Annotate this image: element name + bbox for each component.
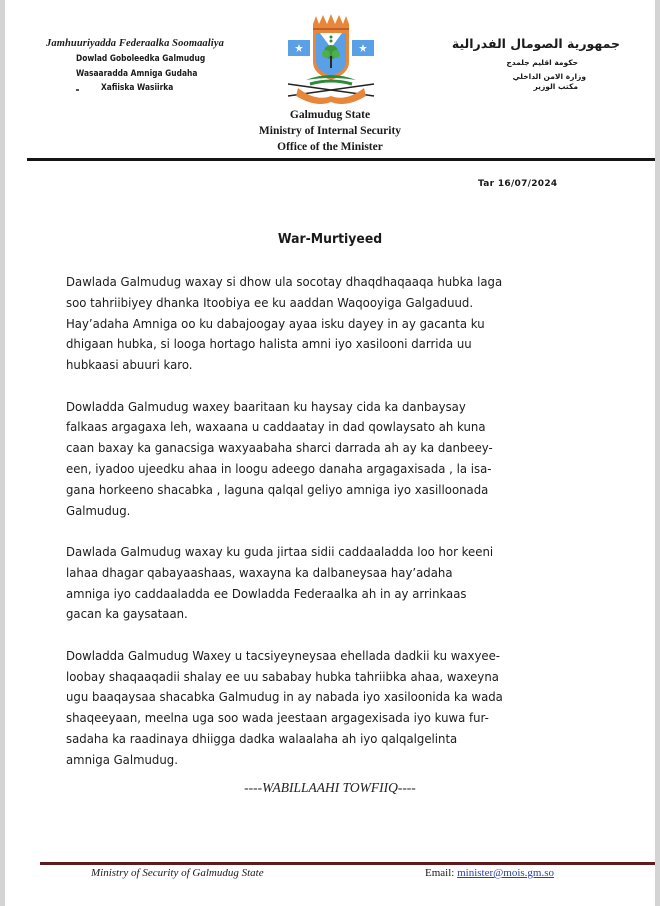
- text-line: lahaa dhagar qabayaashaas, waxayna ka dalbaneysaa hay’adaha: [66, 564, 453, 580]
- org-state-name: Galmudug State: [289, 109, 371, 121]
- letterhead-republic-arabic: جمهورية الصومال الفدرالية: [451, 36, 620, 51]
- letterhead-republic-somali: Jamhuuriyadda Federaalka Soomaaliya: [46, 38, 224, 49]
- paragraph-1: [66, 272, 606, 376]
- letterhead-office-somali: Xafiiska Wasiirka: [101, 83, 174, 93]
- page-edge-right: [655, 0, 660, 906]
- text-line: Galmudug.: [66, 502, 131, 518]
- org-ministry-name: Ministry of Internal Security: [258, 125, 402, 137]
- letterhead-office-arabic: مكتب الوزير: [533, 82, 578, 91]
- letterhead-state-arabic: حكومة اقليم جلمدج: [506, 58, 578, 67]
- text-line: falkaas argagaxa leh, waxaana u caddaatay in dad qowlaysato ah kuna: [66, 419, 486, 435]
- text-line: soo tahriibiyey dhanka Itoobiya ee ku aaddan Waqooyiga Galgaduud.: [66, 294, 474, 310]
- paragraph-2: [66, 397, 606, 522]
- letterhead-state-somali: Dowlad Goboleedka Galmudug: [76, 54, 206, 64]
- text-line: een, iyadoo ujeedku ahaa in loogu adeego danaha argagaxisada , la isa-: [66, 460, 492, 476]
- org-office-name: Office of the Minister: [277, 141, 383, 153]
- paragraph-3: [66, 542, 606, 625]
- footer-divider: [40, 862, 655, 865]
- text-line: amniga Galmudug.: [66, 751, 178, 767]
- coat-of-arms-icon: [286, 10, 376, 105]
- footer-contact: [425, 867, 554, 879]
- text-line: gana horkeeno shacabka , laguna qalqal geliyo amniga iyo xasilloonada: [66, 481, 489, 497]
- stray-mark: [76, 89, 79, 91]
- document-title: War-Murtiyeed: [277, 231, 383, 247]
- text-line: shaqeeyaan, meelna uga soo wada jeestaan argagexisada iyo kuwa fur-: [66, 710, 489, 726]
- footer-ministry: Ministry of Security of Galmudug State: [91, 867, 264, 879]
- text-line: ugu baaqaysaa shacabka Galmudug in ay nabada iyo xasiloonida ka wada: [66, 689, 503, 705]
- text-line: loobay shaqaaqadii shalay ee uu sababay hubka tahriibka ahaa, waxeyna: [66, 668, 499, 684]
- header-divider: [27, 158, 655, 161]
- closing-phrase: ----WABILLAAHI TOWFIIQ----: [244, 780, 416, 795]
- letterhead-english: [200, 107, 460, 155]
- text-line: Dowladda Galmudug Waxey u tacsiyeyneysaa ehellada dadkii ku waxyee-: [66, 647, 501, 663]
- text-line: amniga iyo caddaaladda ee Dowladda Federaalka ah in ay arrinkaas: [66, 585, 467, 601]
- letterhead-ministry-arabic: وزارة الامن الداخلي: [512, 72, 586, 81]
- text-line: Dowladda Galmudug waxey baaritaan ku haysay cida ka danbaysay: [66, 398, 466, 414]
- text-line: sadaha ka raadinaya dhiigga dadka walaalaha ah iyo qalqalgelinta: [66, 730, 458, 746]
- page-edge-left: [0, 0, 5, 906]
- text-line: caan baxay ka ganacsiga waxyaabaha sharci darrada ah ay ka danbeey-: [66, 440, 493, 456]
- letterhead-arabic: [428, 36, 628, 91]
- document-date: Tar 16/07/2024: [478, 179, 558, 189]
- text-line: dhigaan hubka, si looga hortago halista amni iyo xasilooni darrida uu: [66, 336, 472, 352]
- email-link[interactable]: minister@mois.gm.so: [457, 867, 554, 879]
- letterhead-somali: [46, 38, 226, 93]
- letterhead-ministry-somali: Wasaaradda Amniga Gudaha: [76, 69, 198, 79]
- text-line: hubkaasi abuuri karo.: [66, 357, 193, 373]
- paragraph-4: [66, 646, 606, 771]
- text-line: Dawlada Galmudug waxay ku guda jirtaa sidii caddaaladda loo hor keeni: [66, 543, 494, 559]
- text-line: Hay’adaha Amniga oo ku dabajoogay ayaa isku dayey in ay gacanta ku: [66, 315, 485, 331]
- document-body: [66, 272, 606, 791]
- text-line: gacan ka gaysataan.: [66, 606, 188, 622]
- text-line: Dawlada Galmudug waxay si dhow ula socotay dhaqdhaqaaqa hubka laga: [66, 274, 503, 289]
- email-label: Email:: [425, 867, 458, 879]
